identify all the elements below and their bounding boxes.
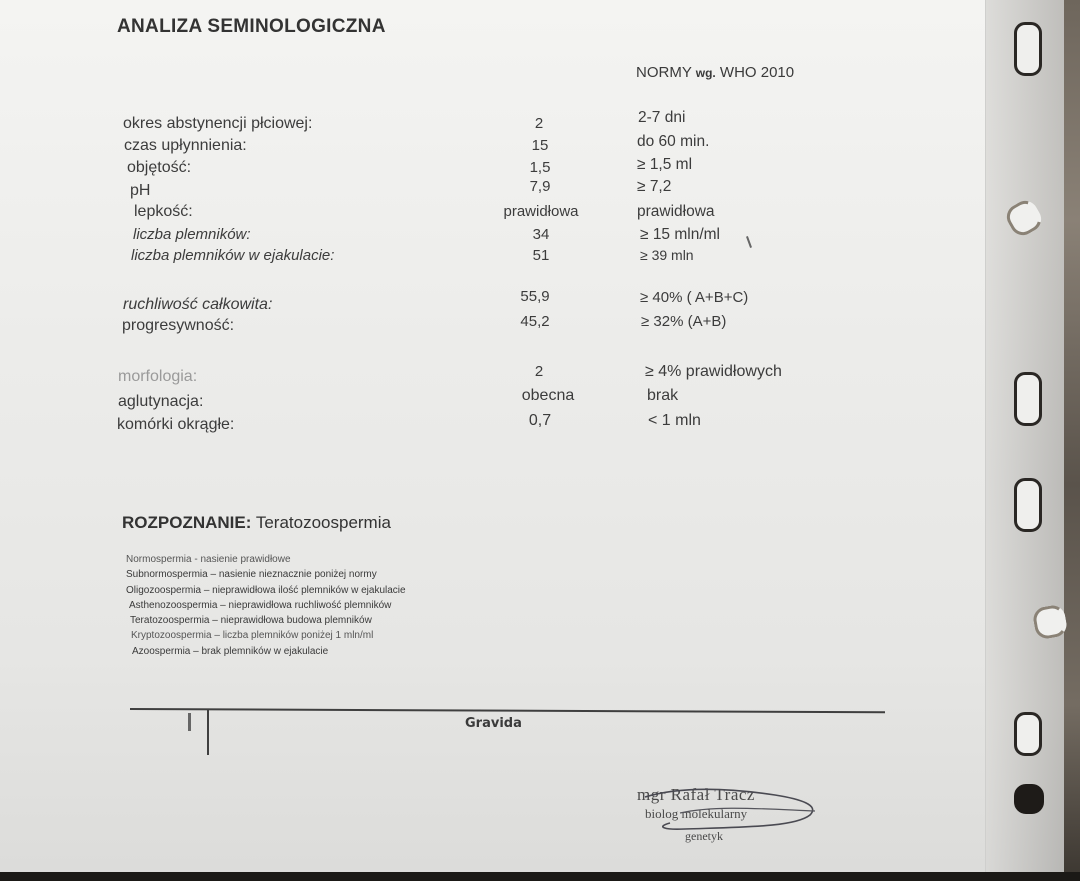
row-norm: ≥ 40% ( A+B+C) xyxy=(640,289,749,306)
legend-item: Normospermia - nasienie prawidłowe xyxy=(126,554,291,565)
footer-divider xyxy=(130,708,885,713)
punch-hole-icon xyxy=(1014,372,1042,426)
row-norm: do 60 min. xyxy=(637,133,710,150)
legend-item: Oligozoospermia – nieprawidłowa ilość plemników w ejakulacie xyxy=(126,584,406,596)
binder-sleeve xyxy=(985,0,1064,872)
row-value: 2 xyxy=(534,115,544,132)
row-norm: 2-7 dni xyxy=(638,109,686,126)
row-label: czas upłynnienia: xyxy=(124,137,247,154)
legend-item: Subnormospermia – nasienie nieznacznie poniżej normy xyxy=(126,569,377,581)
norms-header xyxy=(636,64,794,81)
result-row xyxy=(0,387,985,415)
stamp-title: biolog molekularny xyxy=(645,806,748,821)
row-value: obecna xyxy=(521,387,575,404)
norms-header-main: NORMY xyxy=(636,64,692,81)
row-value: 0,7 xyxy=(528,412,552,429)
punch-hole-icon xyxy=(1002,196,1046,240)
row-label: morfologia: xyxy=(118,368,198,385)
legend-item: Kryptozoospermia – liczba plemników poniżej 1 mln/ml xyxy=(131,630,374,642)
row-value: 7,9 xyxy=(529,178,551,195)
row-label: okres abstynencji płciowej: xyxy=(123,115,313,132)
row-label: lepkość: xyxy=(134,203,193,220)
result-row xyxy=(0,288,985,318)
row-value: 1,5 xyxy=(529,159,551,176)
document-title: ANALIZA SEMINOLOGICZNA xyxy=(117,16,386,37)
stamp-specialty: genetyk xyxy=(685,829,723,843)
row-label: ruchliwość całkowita: xyxy=(123,296,273,313)
footer-tick-mark xyxy=(188,713,191,731)
row-norm: brak xyxy=(647,387,679,404)
row-label: aglutynacja: xyxy=(118,393,204,410)
row-value: prawidłowa xyxy=(503,203,579,220)
row-value: 45,2 xyxy=(520,313,550,330)
punch-hole-icon xyxy=(1031,603,1068,640)
footer-label: Gravida xyxy=(465,716,522,731)
result-row xyxy=(0,133,985,159)
legend-item: Azoospermia – brak plemników w ejakulacie xyxy=(132,645,329,657)
diagnosis-label: ROZPOZNANIE xyxy=(122,513,246,532)
legend-item: Asthenozoospermia – nieprawidłowa ruchliwość plemników xyxy=(129,599,392,611)
bottom-shadow xyxy=(0,872,1080,881)
row-label: progresywność: xyxy=(122,317,235,334)
row-value: 51 xyxy=(532,247,550,264)
result-row xyxy=(0,363,985,390)
row-label: liczba plemników w ejakulacie: xyxy=(131,247,335,264)
diagnosis-value: Teratozoospermia xyxy=(255,513,391,532)
row-norm: ≥ 32% (A+B) xyxy=(641,313,727,330)
row-norm: ≥ 39 mln xyxy=(640,247,694,263)
footer-vertical-divider xyxy=(207,709,209,755)
norms-header-rest: WHO 2010 xyxy=(719,64,795,81)
row-norm: ≥ 15 mln/ml xyxy=(640,226,720,243)
row-norm: < 1 mln xyxy=(648,412,701,429)
row-norm: ≥ 4% prawidłowych xyxy=(645,363,782,380)
row-value: 2 xyxy=(534,363,544,380)
row-label: pH xyxy=(130,182,151,199)
result-row xyxy=(0,178,985,204)
row-norm: ≥ 7,2 xyxy=(637,178,672,195)
punch-hole-icon xyxy=(1014,478,1042,532)
result-row xyxy=(0,226,985,248)
row-norm: ≥ 1,5 ml xyxy=(637,156,693,173)
row-label: objętość: xyxy=(127,159,192,176)
row-value: 55,9 xyxy=(520,288,550,305)
result-row xyxy=(0,412,985,438)
row-norm: prawidłowa xyxy=(637,203,715,220)
punch-hole-icon xyxy=(1014,22,1042,76)
row-value: 15 xyxy=(531,137,549,154)
punch-hole-icon xyxy=(1014,784,1044,814)
legend-item: Teratozoospermia – nieprawidłowa budowa plemników xyxy=(130,615,372,627)
result-row xyxy=(0,156,985,181)
diagnosis: ROZPOZNANIE: Teratozoospermia xyxy=(122,513,391,532)
result-row xyxy=(0,203,985,225)
diagnosis-legend xyxy=(126,552,406,659)
norms-header-small: wg. xyxy=(695,66,716,80)
row-value: 34 xyxy=(532,226,550,243)
row-label: liczba plemników: xyxy=(133,226,251,243)
row-label: komórki okrągłe: xyxy=(117,416,235,433)
result-row xyxy=(0,247,985,269)
stamp-name: mgr Rafał Tracz xyxy=(637,785,755,804)
result-row xyxy=(0,313,985,339)
handwritten-signature xyxy=(625,775,825,845)
punch-hole-icon xyxy=(1014,712,1042,756)
result-row xyxy=(0,109,985,137)
